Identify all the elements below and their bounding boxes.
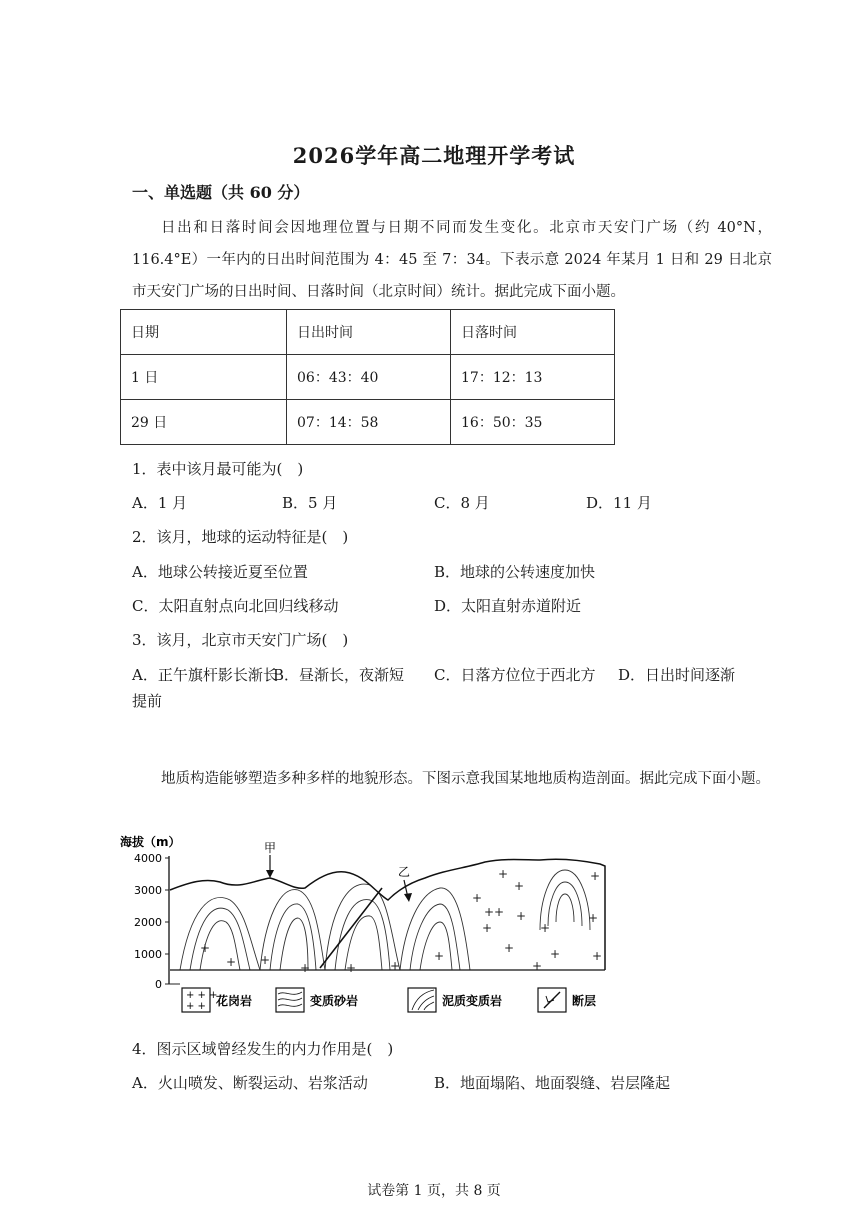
y-tick-label: 2000: [134, 916, 162, 929]
svg-text:+: +: [200, 941, 211, 955]
svg-text:++: ++: [484, 905, 505, 919]
svg-text:+: +: [514, 879, 525, 893]
table-cell: 16：50：35: [451, 400, 615, 445]
question-1-option-a[interactable]: A．1 月: [132, 494, 188, 512]
question-3-option-b[interactable]: B．昼渐长，夜渐短: [273, 666, 405, 684]
page-title: 2026学年高二地理开学考试: [292, 143, 576, 168]
table-row: [121, 400, 615, 445]
legend-label-metamorphic-sandstone: 变质砂岩: [310, 994, 359, 1008]
legend-label-granite: 花岗岩: [216, 994, 253, 1008]
y-axis-label: 海拔（m）: [120, 835, 181, 849]
svg-text:+: +: [300, 961, 311, 975]
table-header-row: [121, 310, 615, 355]
svg-text:+: +: [390, 959, 401, 973]
question-1-stem: 1．表中该月最可能为( ): [132, 460, 304, 478]
svg-text:+: +: [532, 959, 543, 973]
svg-text:+: +: [472, 891, 483, 905]
question-4-option-a[interactable]: A．火山喷发、断裂运动、岩浆活动: [132, 1074, 368, 1092]
y-tick-label: 3000: [134, 884, 162, 897]
page-footer: 试卷第 1 页，共 8 页: [367, 1183, 501, 1199]
question-1-option-c[interactable]: C．8 月: [434, 494, 490, 512]
legend-label-fault: 断层: [572, 994, 597, 1008]
svg-text:+: +: [592, 949, 603, 963]
svg-text:+: +: [434, 949, 445, 963]
question-2-option-c[interactable]: C．太阳直射点向北回归线移动: [132, 597, 339, 615]
svg-text:+: +: [588, 911, 599, 925]
intro-paragraph-2: 地质构造能够塑造多种多样的地貌形态。下图示意我国某地地质构造剖面。据此完成下面小题。: [161, 771, 770, 787]
table-cell: 17：12：13: [451, 355, 615, 400]
table-cell: 1 日: [121, 355, 287, 400]
question-1-option-b[interactable]: B．5 月: [282, 494, 338, 512]
svg-text:+: +: [346, 961, 357, 975]
question-3-option-a[interactable]: A．正午旗杆影长渐长: [132, 666, 278, 684]
question-3-stem: 3．该月，北京市天安门广场( ): [132, 631, 349, 649]
question-4-stem: 4．图示区域曾经发生的内力作用是( ): [132, 1040, 394, 1058]
svg-text:+: +: [482, 921, 493, 935]
table-cell: 07：14：58: [287, 400, 451, 445]
sunrise-sunset-table: [120, 309, 615, 445]
table-row: [121, 355, 615, 400]
question-2-option-a[interactable]: A．地球公转接近夏至位置: [132, 563, 308, 581]
section-heading: 一、单选题（共 60 分）: [132, 183, 310, 202]
table-cell: 06：43：40: [287, 355, 451, 400]
question-1-option-d[interactable]: D．11 月: [586, 494, 652, 512]
question-3-option-d-continued: 提前: [132, 692, 163, 710]
figure-legend: [182, 988, 596, 1012]
svg-text:+: +: [498, 867, 509, 881]
svg-text:+: +: [550, 947, 561, 961]
question-3-option-d[interactable]: D．日出时间逐渐: [618, 666, 736, 684]
y-tick-label: 1000: [134, 948, 162, 961]
question-2-stem: 2．该月，地球的运动特征是( ): [132, 528, 349, 546]
svg-text:+: +: [516, 909, 527, 923]
svg-text:+: +: [226, 955, 237, 969]
geologic-cross-section: [120, 830, 620, 1020]
svg-text:+ +: + +: [186, 1001, 206, 1012]
table-header-cell: 日落时间: [451, 310, 615, 355]
svg-text:+: +: [540, 921, 551, 935]
y-tick-label: 4000: [134, 852, 162, 865]
svg-text:+: +: [590, 869, 601, 883]
svg-text:+: +: [504, 941, 515, 955]
label-yi: 乙: [398, 865, 411, 879]
table-header-cell: 日出时间: [287, 310, 451, 355]
fault-line: [320, 888, 382, 968]
question-3-option-c[interactable]: C．日落方位位于西北方: [434, 666, 596, 684]
svg-text:+ + +: + + +: [186, 990, 218, 1001]
question-2-option-d[interactable]: D．太阳直射赤道附近: [434, 597, 582, 615]
y-tick-label: 0: [155, 978, 162, 991]
table-cell: 29 日: [121, 400, 287, 445]
table-header-cell: 日期: [121, 310, 287, 355]
label-jia: 甲: [264, 841, 277, 855]
svg-text:+: +: [260, 953, 271, 967]
legend-label-argillaceous-metamorphic: 泥质变质岩: [442, 994, 503, 1008]
intro-paragraph-1: 日出和日落时间会因地理位置与日期不同而发生变化。北京市天安门广场（约 40°N，116.4°E）一年内的日出时间范围为 4：45 至 7：34。下表示意 2024 年某月 1 日和 29 日北京市天安门广场的日出时间、日落时间（北京时间）统计。据此完成下面小题。: [132, 220, 772, 300]
question-2-option-b[interactable]: B．地球的公转速度加快: [434, 563, 596, 581]
question-4-option-b[interactable]: B．地面塌陷、地面裂缝、岩层隆起: [434, 1074, 671, 1092]
